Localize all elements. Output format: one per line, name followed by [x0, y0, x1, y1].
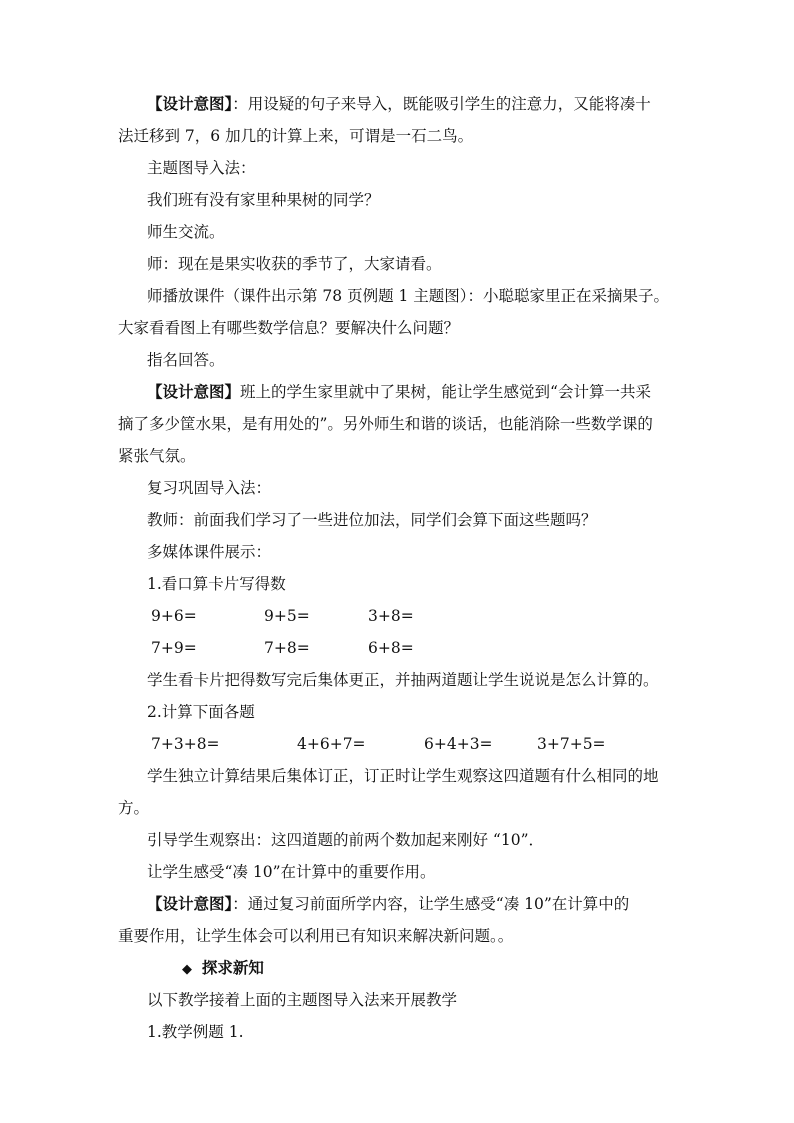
- design-intent-3-line2: 重要作用，让学生体会可以利用已有知识来解决新问题。。: [118, 927, 514, 945]
- task1-title: 1.看口算卡片写得数: [147, 575, 286, 593]
- design-intent-1-line2: 法迁移到 7，6 加几的计算上来，可谓是一石二鸟。: [118, 127, 474, 145]
- design-intent-2-line1: 【设计意图】班上的学生家里就中了果树，能让学生感觉到“会计算一共采: [147, 382, 651, 401]
- courseware-line1: 师播放课件（课件出示第 78 页例题 1 主题图）：小聪聪家里正在采摘果子。: [147, 287, 670, 305]
- feel-line: 让学生感受“凑 10”在计算中的重要作用。: [147, 863, 436, 881]
- guide-line: 引导学生观察出：这四道题的前两个数加起来刚好 “10”．: [147, 831, 545, 849]
- teacher-line-harvest: 师：现在是果实收获的季节了，大家请看。: [147, 255, 442, 273]
- teacher-student-exchange: 师生交流。: [147, 223, 225, 241]
- exercise-item: 6+8=: [368, 639, 414, 657]
- method-title-theme-image: 主题图导入法：: [147, 159, 256, 177]
- exercise-item: 6+4+3=: [424, 735, 493, 753]
- section-heading: [182, 957, 264, 981]
- design-intent-2-line3: 紧张气氛。: [118, 447, 196, 465]
- exercise-item: 9+6=: [151, 607, 197, 625]
- task1-note: 学生看卡片把得数写完后集体更正，并抽两道题让学生说说是怎么计算的。: [147, 671, 659, 689]
- method-title-review: 复习巩固导入法：: [147, 479, 272, 497]
- courseware-line2: 大家看看图上有哪些数学信息？要解决什么问题？: [118, 319, 460, 337]
- question-fruit-trees: 我们班有没有家里种果树的同学？: [147, 191, 380, 209]
- teacher-line-review: 教师：前面我们学习了一些进位加法，同学们会算下面这些题吗？: [147, 511, 597, 529]
- task2-note-line1: 学生独立计算结果后集体订正，订正时让学生观察这四道题有什么相同的地: [147, 767, 659, 785]
- exercise-item: 3+8=: [368, 607, 414, 625]
- exercise-item: 7+9=: [151, 639, 197, 657]
- task2-note-line2: 方。: [118, 799, 150, 817]
- exercise-item: 9+5=: [264, 607, 310, 625]
- design-intent-tag: 【设计意图】: [147, 382, 241, 401]
- exercise-item: 7+8=: [264, 639, 310, 657]
- example-line: 1.教学例题 1.: [147, 1023, 244, 1041]
- media-display-line: 多媒体课件展示：: [147, 543, 272, 561]
- task2-title: 2.计算下面各题: [147, 703, 255, 721]
- design-intent-tag: 【设计意图】: [147, 894, 233, 913]
- design-intent-3-line1: 【设计意图】：通过复习前面所学内容，让学生感受“凑 10”在计算中的: [147, 894, 630, 913]
- exercise-item: 4+6+7=: [297, 735, 366, 753]
- section-title: 探求新知: [201, 958, 264, 977]
- answer-line: 指名回答。: [147, 351, 225, 369]
- exercise-item: 7+3+8=: [151, 735, 220, 753]
- continue-line: 以下教学接着上面的主题图导入法来开展教学: [147, 991, 458, 1009]
- design-intent-tag: 【设计意图】: [147, 94, 233, 113]
- diamond-bullet-icon: ◆: [182, 962, 192, 977]
- exercise-item: 3+7+5=: [537, 735, 606, 753]
- design-intent-2-line2: 摘了多少筐水果，是有用处的”。另外师生和谐的谈话，也能消除一些数学课的: [118, 415, 653, 433]
- design-intent-1-line1: 【设计意图】：用设疑的句子来导入，既能吸引学生的注意力，又能将凑十: [147, 94, 651, 113]
